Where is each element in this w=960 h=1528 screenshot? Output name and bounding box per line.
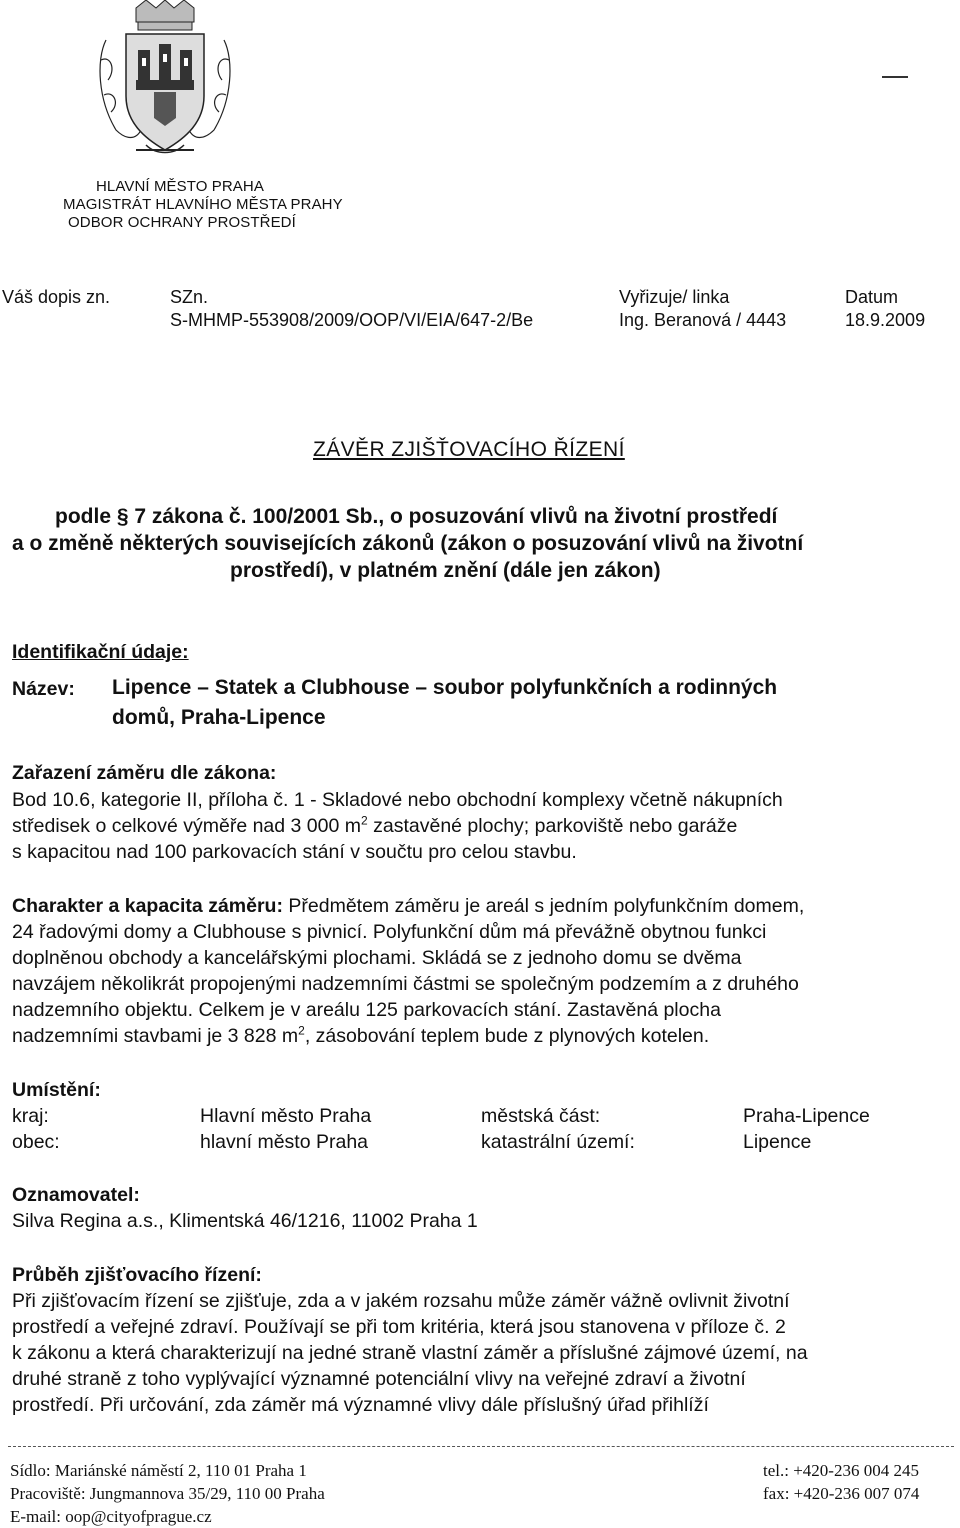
kraj-value: Hlavní město Praha — [200, 1105, 372, 1127]
katastralni-label: katastrální území: — [481, 1131, 635, 1153]
prubeh-line-3: k zákonu a která charakterizují na jedné straně vlastní záměr a příslušné zájmové území, na — [12, 1342, 808, 1364]
charakter-line-5: nadzemního objektu. Celkem je v areálu 125 parkovacích stání. Zastavěná plocha — [12, 999, 721, 1021]
footer-email: E-mail: oop@cityofprague.cz — [10, 1507, 212, 1526]
margin-mark — [882, 76, 908, 78]
prubeh-heading: Průběh zjišťovacího řízení: — [12, 1264, 262, 1286]
mestska-cast-label: městská část: — [481, 1105, 601, 1127]
nazev-line-2: domů, Praha-Lipence — [112, 706, 326, 729]
zarazeni-line-2a: středisek o celkové výměře nad 3 000 m — [12, 815, 362, 837]
prague-coat-of-arms-logo — [86, 0, 244, 160]
zarazeni-heading: Zařazení záměru dle zákona: — [12, 762, 277, 784]
nazev-label: Název: — [12, 678, 75, 700]
document-title: ZÁVĚR ZJIŠŤOVACÍHO ŘÍZENÍ — [313, 438, 625, 461]
zarazeni-line-1: Bod 10.6, kategorie II, příloha č. 1 - Skladové nebo obchodní komplexy včetně nákupních — [12, 789, 783, 811]
umisteni-heading: Umístění: — [12, 1079, 101, 1101]
subtitle-line-1: podle § 7 zákona č. 100/2001 Sb., o posuzování vlivů na životní prostředí — [55, 505, 778, 528]
footer-divider — [8, 1446, 954, 1447]
obec-label: obec: — [12, 1131, 60, 1153]
charakter-line-1-text: Předmětem záměru je areál s jedním polyfunkčním domem, — [282, 895, 805, 917]
szn-label: SZn. — [170, 287, 209, 307]
footer-pracoviste: Pracoviště: Jungmannova 35/29, 110 00 Praha — [10, 1484, 325, 1503]
vas-dopis-label: Váš dopis zn. — [2, 287, 111, 307]
org-line-1: HLAVNÍ MĚSTO PRAHA — [96, 178, 264, 195]
charakter-sup: 2 — [298, 1023, 305, 1038]
zarazeni-line-2 — [12, 815, 737, 838]
charakter-line-3: doplněnou obchody a kancelářskými plochami. Skládá se z jednoho domu se dvěma — [12, 947, 742, 969]
katastralni-value: Lipence — [743, 1131, 812, 1153]
vyrizuje-label: Vyřizuje/ linka — [619, 287, 730, 307]
oznamovatel-heading: Oznamovatel: — [12, 1184, 140, 1206]
datum-label: Datum — [845, 287, 899, 307]
charakter-line-6a: nadzemními stavbami je 3 828 m — [12, 1025, 299, 1047]
datum-value: 18.9.2009 — [845, 310, 926, 330]
zarazeni-line-2b: zastavěné plochy; parkoviště nebo garáže — [367, 815, 738, 837]
oznamovatel-value: Silva Regina a.s., Klimentská 46/1216, 11002 Praha 1 — [12, 1210, 478, 1232]
vyrizuje-value: Ing. Beranová / 4443 — [619, 310, 787, 330]
prubeh-line-4: druhé straně z toho vyplývající významné potenciální vlivy na veřejné zdraví a životní — [12, 1368, 746, 1390]
zarazeni-line-3: s kapacitou nad 100 parkovacích stání v součtu pro celou stavbu. — [12, 841, 577, 863]
footer-tel: tel.: +420-236 004 245 — [763, 1461, 919, 1480]
org-line-2: MAGISTRÁT HLAVNÍHO MĚSTA PRAHY — [63, 196, 343, 213]
kraj-label: kraj: — [12, 1105, 49, 1127]
charakter-label: Charakter a kapacita záměru: — [12, 895, 283, 917]
nazev-line-1: Lipence – Statek a Clubhouse – soubor polyfunkčních a rodinných — [112, 676, 778, 699]
szn-value: S-MHMP-553908/2009/OOP/VI/EIA/647-2/Be — [170, 310, 534, 330]
subtitle-line-3: prostředí), v platném znění (dále jen zákon) — [230, 559, 661, 582]
obec-value: hlavní město Praha — [200, 1131, 369, 1153]
subtitle-line-2: a o změně některých souvisejících zákonů (zákon o posuzování vlivů na životní — [12, 532, 804, 555]
footer-sidlo: Sídlo: Mariánské náměstí 2, 110 01 Praha 1 — [10, 1461, 307, 1480]
prubeh-line-2: prostředí a veřejné zdraví. Používají se při tom kritéria, která jsou stanovena v příloze č. 2 — [12, 1316, 786, 1338]
prubeh-line-1: Při zjišťovacím řízení se zjišťuje, zda a v jakém rozsahu může záměr vážně ovlivnit životní — [12, 1290, 790, 1312]
mestska-cast-value: Praha-Lipence — [743, 1105, 870, 1127]
footer-fax: fax: +420-236 007 074 — [763, 1484, 920, 1503]
org-line-3: ODBOR OCHRANY PROSTŘEDÍ — [68, 214, 296, 231]
charakter-line-4: navzájem několikrát propojenými nadzemními částmi se společným podzemím a z druhého — [12, 973, 799, 995]
charakter-line-6 — [12, 1025, 709, 1048]
charakter-line-1 — [12, 895, 804, 918]
prubeh-line-5: prostředí. Při určování, zda záměr má významné vlivy dále příslušný úřad přihlíží — [12, 1394, 709, 1416]
charakter-line-6b: , zásobování teplem bude z plynových kotelen. — [304, 1025, 710, 1047]
identifikacni-heading: Identifikační údaje: — [12, 641, 189, 663]
zarazeni-sup: 2 — [361, 813, 368, 828]
charakter-line-2: 24 řadovými domy a Clubhouse s pivnicí. Polyfunkční dům má převážně obytnou funkci — [12, 921, 767, 943]
